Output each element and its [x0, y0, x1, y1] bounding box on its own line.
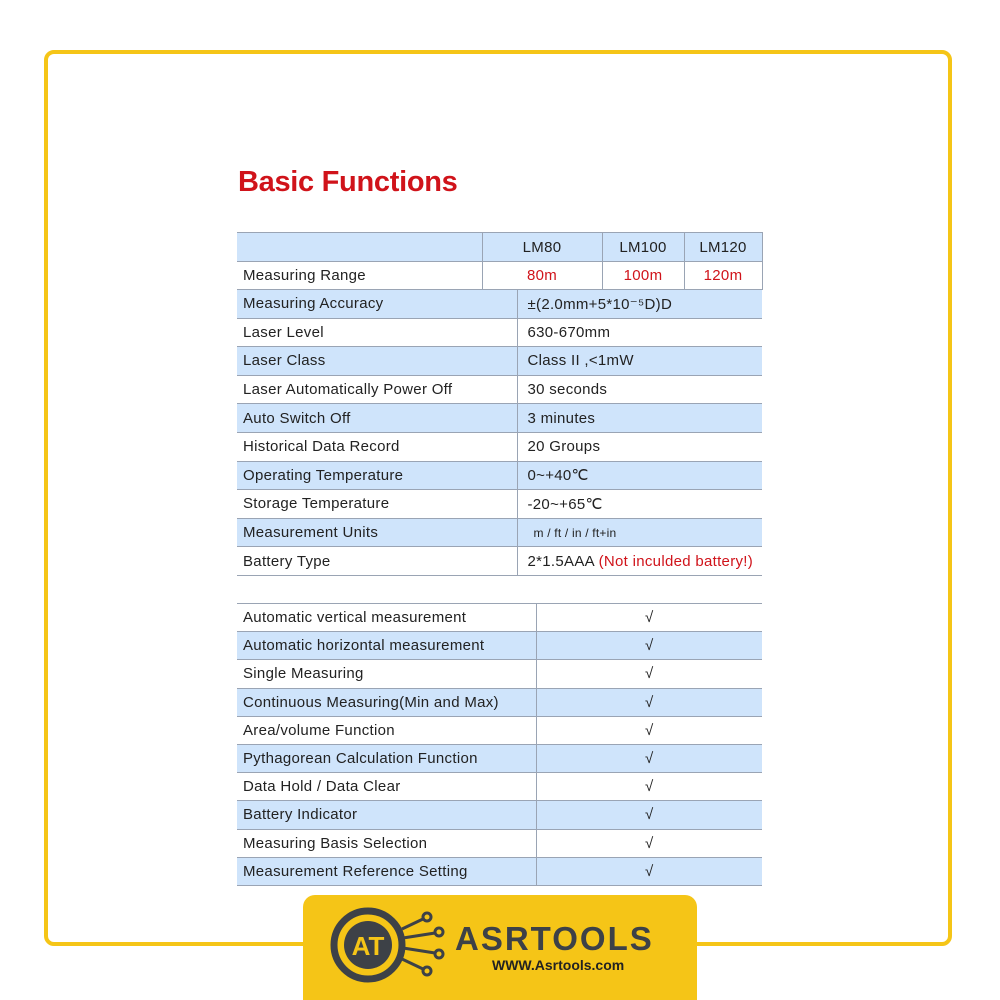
spec-value: 20 Groups: [517, 432, 762, 461]
check-mark: √: [536, 744, 762, 772]
spec-value: 30 seconds: [517, 375, 762, 404]
spec-label: Storage Temperature: [237, 490, 517, 519]
spec-row: [237, 490, 762, 519]
feature-row: [237, 688, 762, 716]
spec-label: Laser Level: [237, 318, 517, 347]
feature-label: Measurement Reference Setting: [237, 857, 536, 885]
spec-row: [237, 290, 762, 319]
feature-row: [237, 660, 762, 688]
spec-label: Measuring Range: [237, 262, 482, 290]
model-header: LM120: [684, 233, 762, 262]
feature-label: Automatic horizontal measurement: [237, 632, 536, 660]
spec-value: 0~+40℃: [517, 461, 762, 490]
feature-row: [237, 716, 762, 744]
feature-label: Continuous Measuring(Min and Max): [237, 688, 536, 716]
feature-row: [237, 857, 762, 885]
feature-label: Area/volume Function: [237, 716, 536, 744]
feature-row: [237, 632, 762, 660]
feature-label: Single Measuring: [237, 660, 536, 688]
spec-value: Class II ,<1mW: [517, 347, 762, 376]
spec-row: [237, 461, 762, 490]
spec-label: Laser Automatically Power Off: [237, 375, 517, 404]
range-value: 120m: [684, 262, 762, 290]
spec-row: [237, 318, 762, 347]
check-mark: √: [536, 829, 762, 857]
spec-value: -20~+65℃: [517, 490, 762, 519]
spec-value: 3 minutes: [517, 404, 762, 433]
spec-label: Measurement Units: [237, 518, 517, 547]
feature-row: [237, 604, 762, 632]
spec-value: [517, 547, 762, 576]
feature-label: Battery Indicator: [237, 801, 536, 829]
feature-label: Data Hold / Data Clear: [237, 773, 536, 801]
spec-row: [237, 547, 762, 576]
measuring-range-row: [237, 262, 762, 290]
battery-note: (Not inculded battery!): [598, 552, 754, 570]
header-blank-cell: [237, 233, 482, 262]
brand-url[interactable]: WWW.Asrtools.com: [492, 957, 625, 973]
feature-row: [237, 801, 762, 829]
check-mark: √: [536, 632, 762, 660]
check-mark: √: [536, 857, 762, 885]
spec-value: ±(2.0mm+5*10⁻⁵D)D: [517, 290, 762, 319]
spec-label: Laser Class: [237, 347, 517, 376]
feature-row: [237, 773, 762, 801]
check-mark: √: [536, 801, 762, 829]
spec-label: Historical Data Record: [237, 432, 517, 461]
feature-label: Pythagorean Calculation Function: [237, 744, 536, 772]
spec-label: Operating Temperature: [237, 461, 517, 490]
brand-name: ASRTOOLS: [455, 920, 654, 957]
feature-label: Measuring Basis Selection: [237, 829, 536, 857]
check-mark: √: [536, 688, 762, 716]
spec-row: [237, 404, 762, 433]
spec-row: [237, 375, 762, 404]
range-value: 100m: [602, 262, 684, 290]
check-mark: √: [536, 716, 762, 744]
spec-value: 630-670mm: [517, 318, 762, 347]
spec-row: [237, 432, 762, 461]
spec-value: m / ft / in / ft+in: [517, 518, 762, 547]
spec-table: [237, 232, 762, 576]
model-header: LM100: [602, 233, 684, 262]
spec-label: Auto Switch Off: [237, 404, 517, 433]
check-mark: √: [536, 773, 762, 801]
check-mark: √: [536, 604, 762, 632]
emblem-text: AT: [351, 931, 385, 961]
page-title: Basic Functions: [238, 166, 458, 198]
check-mark: √: [536, 660, 762, 688]
feature-label: Automatic vertical measurement: [237, 604, 536, 632]
spec-label: Measuring Accuracy: [237, 290, 517, 319]
model-header: LM80: [482, 233, 602, 262]
battery-type-value: 2*1.5AAA: [527, 552, 595, 570]
model-header-row: [237, 233, 762, 262]
spec-label: Battery Type: [237, 547, 517, 576]
circuit-logo-icon: [323, 905, 453, 985]
brand-logo-banner[interactable]: [303, 895, 697, 1000]
spec-row: [237, 347, 762, 376]
feature-row: [237, 744, 762, 772]
range-value: 80m: [482, 262, 602, 290]
feature-row: [237, 829, 762, 857]
feature-table: [237, 603, 762, 886]
spec-row: [237, 518, 762, 547]
